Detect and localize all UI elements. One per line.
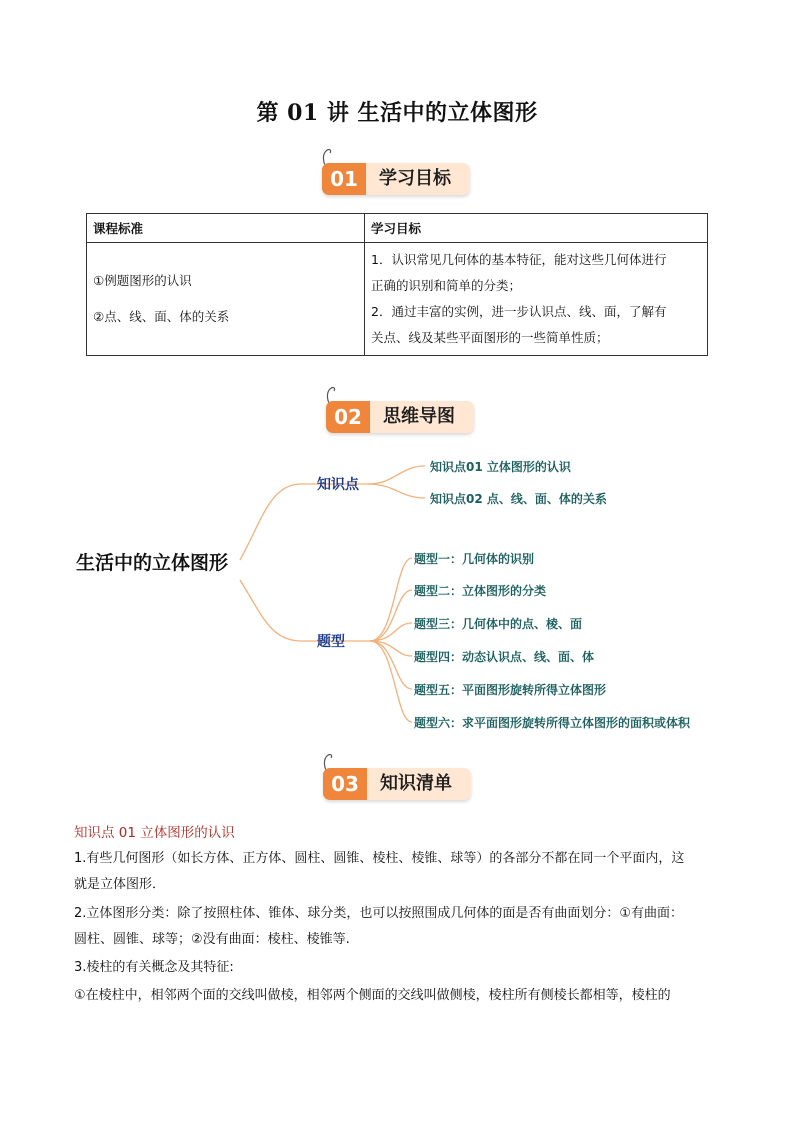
standards-cell [87, 243, 365, 356]
mind-map-root: 生活中的立体图形 [76, 552, 229, 574]
objective-line: 1．认识常见几何体的基本特征，能对这些几何体进行 [371, 252, 667, 267]
section-badge-mindmap [324, 385, 484, 437]
paragraph-2 [74, 901, 734, 953]
mind-map-leaf: 题型五：平面图形旋转所得立体图形 [414, 683, 607, 697]
objective-line: 正确的识别和简单的分类； [371, 278, 522, 293]
section-number: 01 [322, 163, 366, 195]
goals-table [86, 213, 708, 356]
text-line: 2.立体图形分类：除了按照柱体、锥体、球分类，也可以按照围成几何体的面是否有曲面划分：①有曲面： [74, 906, 684, 921]
table-header-standard: 课程标准 [87, 214, 365, 243]
text-line: 就是立体图形． [74, 877, 166, 892]
mind-map-leaf: 知识点02 点、线、面、体的关系 [430, 492, 607, 506]
text-line: 3.棱柱的有关概念及其特征: [74, 960, 234, 975]
text-line: ①在棱柱中，相邻两个面的交线叫做棱，相邻两个侧面的交线叫做侧棱，棱柱所有侧棱长都相等，棱柱的 [74, 988, 671, 1003]
text-line: 圆柱、圆锥、球等；②没有曲面：棱柱、棱锥等. [74, 932, 350, 947]
mind-map-leaf: 知识点01 立体图形的认识 [430, 460, 571, 474]
paragraph-3 [74, 955, 734, 981]
text-line: 1.有些几何图形（如长方体、正方体、圆柱、圆锥、棱柱、棱锥、球等）的各部分不都在同一个平面内，这 [74, 851, 685, 866]
section-badge-goals [320, 147, 480, 199]
paragraph-1 [74, 846, 734, 898]
mind-map-branch-types: 题型 [317, 634, 345, 650]
standard-item: ②点、线、面、体的关系 [93, 309, 230, 324]
section-label: 思维导图 [383, 406, 455, 427]
section-number: 03 [323, 768, 367, 800]
standard-item: ①例题图形的认识 [93, 273, 192, 288]
mind-map-leaf: 题型三：几何体中的点、棱、面 [414, 617, 583, 631]
mind-map-connectors [0, 440, 794, 740]
objective-line: 关点、线及某些平面图形的一些简单性质； [371, 330, 609, 345]
table-header-objective: 学习目标 [365, 214, 708, 243]
paragraph-4 [74, 983, 734, 1009]
section-label: 知识清单 [380, 773, 452, 794]
connector-line [240, 580, 300, 641]
mind-map-leaf: 题型一：几何体的识别 [414, 552, 535, 566]
mind-map-leaf: 题型二：立体图形的分类 [414, 584, 547, 598]
section-number: 02 [326, 401, 370, 433]
section-label: 学习目标 [379, 168, 451, 189]
objective-line: 2．通过丰富的实例，进一步认识点、线、面，了解有 [371, 304, 667, 319]
connector-line [240, 484, 300, 560]
knowledge-point-title: 知识点 01 立体图形的认识 [74, 825, 235, 841]
mind-map-branch-knowledge: 知识点 [317, 477, 359, 493]
objectives-cell [365, 243, 708, 356]
mind-map-leaf: 题型四：动态认识点、线、面、体 [414, 650, 595, 664]
section-badge-knowledge [321, 752, 481, 804]
page-title: 第 01 讲 生活中的立体图形 [256, 100, 538, 126]
mind-map-leaf: 题型六：求平面图形旋转所得立体图形的面积或体积 [414, 716, 691, 730]
